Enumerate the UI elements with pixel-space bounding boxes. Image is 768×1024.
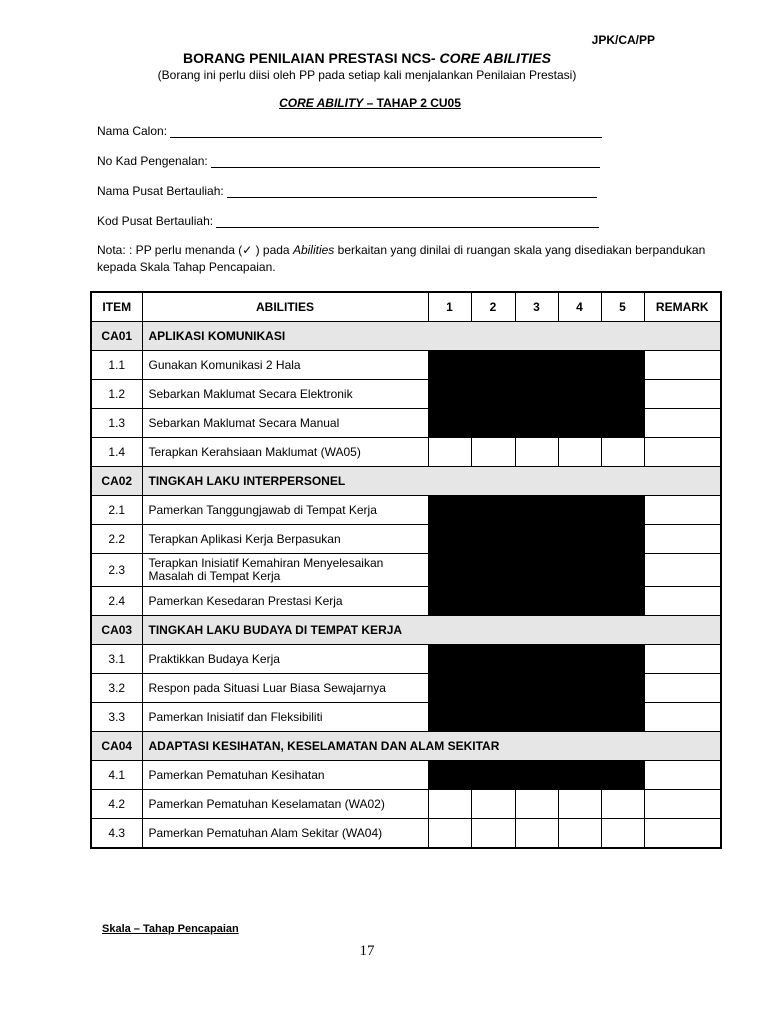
scale-cell-blocked	[428, 351, 471, 380]
scale-cell-4[interactable]	[558, 790, 601, 819]
scale-cell-2[interactable]	[471, 438, 515, 467]
scale-cell-blocked	[428, 645, 471, 674]
scale-cell-blocked	[515, 525, 558, 554]
header-remark: REMARK	[644, 292, 721, 322]
form-title	[0, 50, 734, 66]
ability-text: Sebarkan Maklumat Secara Manual	[142, 409, 428, 438]
scale-cell-blocked	[558, 645, 601, 674]
scale-cell-5[interactable]	[601, 438, 644, 467]
table-row	[91, 587, 721, 616]
remark-cell[interactable]	[644, 587, 721, 616]
header-abilities: ABILITIES	[142, 292, 428, 322]
level-heading-rest: – TAHAP 2 CU05	[363, 96, 461, 110]
table-row	[91, 525, 721, 554]
scale-cell-blocked	[515, 645, 558, 674]
section-name: TINGKAH LAKU INTERPERSONEL	[142, 467, 721, 496]
item-number: 3.2	[91, 674, 142, 703]
scale-cell-3[interactable]	[515, 438, 558, 467]
scale-cell-blocked	[558, 525, 601, 554]
scale-cell-blocked	[428, 525, 471, 554]
scale-cell-blocked	[471, 674, 515, 703]
ability-text: Gunakan Komunikasi 2 Hala	[142, 351, 428, 380]
item-number: 1.3	[91, 409, 142, 438]
table-row	[91, 351, 721, 380]
scale-cell-5[interactable]	[601, 819, 644, 849]
note-part1: Nota: : PP perlu menanda (✓ ) pada	[97, 243, 293, 257]
remark-cell[interactable]	[644, 438, 721, 467]
scale-cell-1[interactable]	[428, 438, 471, 467]
table-row	[91, 554, 721, 587]
scale-cell-blocked	[601, 674, 644, 703]
remark-cell[interactable]	[644, 380, 721, 409]
field-nama-pusat-bertauliah[interactable]	[97, 184, 597, 198]
table-row	[91, 790, 721, 819]
field-label: Nama Pusat Bertauliah:	[97, 184, 228, 198]
header-scale-4: 4	[558, 292, 601, 322]
scale-cell-blocked	[471, 761, 515, 790]
table-row	[91, 819, 721, 849]
remark-cell[interactable]	[644, 525, 721, 554]
item-number: 4.2	[91, 790, 142, 819]
scale-cell-blocked	[558, 380, 601, 409]
ability-text: Pamerkan Tanggungjawab di Tempat Kerja	[142, 496, 428, 525]
scale-cell-blocked	[558, 351, 601, 380]
scale-cell-blocked	[515, 761, 558, 790]
scale-cell-blocked	[558, 761, 601, 790]
section-row	[91, 616, 721, 645]
section-name: ADAPTASI KESIHATAN, KESELAMATAN DAN ALAM SEKITAR	[142, 732, 721, 761]
header-item: ITEM	[91, 292, 142, 322]
scale-cell-blocked	[515, 409, 558, 438]
note-part2: berkaitan yang dinilai di ruangan skala yang disediakan berpandukan kepada Skala Tahap Pencapaian.	[97, 243, 706, 274]
scale-cell-4[interactable]	[558, 438, 601, 467]
table-row	[91, 380, 721, 409]
item-number: 3.1	[91, 645, 142, 674]
header-scale-2: 2	[471, 292, 515, 322]
scale-cell-blocked	[601, 496, 644, 525]
scale-cell-blocked	[471, 525, 515, 554]
table-row	[91, 703, 721, 732]
remark-cell[interactable]	[644, 554, 721, 587]
ability-text: Pamerkan Kesedaran Prestasi Kerja	[142, 587, 428, 616]
remark-cell[interactable]	[644, 351, 721, 380]
scale-cell-blocked	[558, 496, 601, 525]
item-number: 1.2	[91, 380, 142, 409]
scale-cell-blocked	[558, 554, 601, 587]
table-row	[91, 438, 721, 467]
scale-cell-blocked	[601, 645, 644, 674]
field-no-kad-pengenalan[interactable]	[97, 154, 600, 168]
remark-cell[interactable]	[644, 790, 721, 819]
form-title-italic: CORE ABILITIES	[439, 50, 551, 66]
scale-cell-blocked	[601, 380, 644, 409]
level-heading	[0, 96, 740, 110]
scale-cell-blocked	[471, 351, 515, 380]
field-line[interactable]	[216, 215, 599, 228]
scale-cell-blocked	[558, 703, 601, 732]
form-code: JPK/CA/PP	[591, 33, 655, 47]
ability-text: Pamerkan Inisiatif dan Fleksibiliti	[142, 703, 428, 732]
item-number: 2.3	[91, 554, 142, 587]
item-number: 4.1	[91, 761, 142, 790]
assessment-table	[90, 291, 722, 849]
scale-cell-blocked	[428, 380, 471, 409]
scale-cell-blocked	[471, 587, 515, 616]
item-number: 1.4	[91, 438, 142, 467]
scale-cell-blocked	[428, 409, 471, 438]
section-code: CA03	[91, 616, 142, 645]
scale-cell-blocked	[515, 496, 558, 525]
scale-cell-blocked	[601, 703, 644, 732]
field-label: Nama Calon:	[97, 124, 171, 138]
section-code: CA01	[91, 322, 142, 351]
item-number: 2.1	[91, 496, 142, 525]
remark-cell[interactable]	[644, 645, 721, 674]
ability-text: Pamerkan Pematuhan Alam Sekitar (WA04)	[142, 819, 428, 849]
instruction-note	[97, 242, 742, 276]
scale-cell-4[interactable]	[558, 819, 601, 849]
scale-cell-2[interactable]	[471, 819, 515, 849]
scale-cell-blocked	[601, 351, 644, 380]
scale-cell-3[interactable]	[515, 790, 558, 819]
scale-cell-blocked	[428, 587, 471, 616]
scale-cell-blocked	[558, 674, 601, 703]
remark-cell[interactable]	[644, 819, 721, 849]
item-number: 4.3	[91, 819, 142, 849]
section-row	[91, 732, 721, 761]
ability-text: Terapkan Inisiatif Kemahiran Menyelesaikan Masalah di Tempat Kerja	[142, 554, 428, 587]
table-row	[91, 409, 721, 438]
scale-cell-blocked	[515, 703, 558, 732]
section-code: CA04	[91, 732, 142, 761]
scale-cell-blocked	[471, 380, 515, 409]
section-name: TINGKAH LAKU BUDAYA DI TEMPAT KERJA	[142, 616, 721, 645]
remark-cell[interactable]	[644, 761, 721, 790]
ability-text: Pamerkan Pematuhan Keselamatan (WA02)	[142, 790, 428, 819]
ability-text: Terapkan Aplikasi Kerja Berpasukan	[142, 525, 428, 554]
remark-cell[interactable]	[644, 674, 721, 703]
ability-text: Praktikkan Budaya Kerja	[142, 645, 428, 674]
scale-cell-blocked	[428, 496, 471, 525]
scale-cell-blocked	[428, 703, 471, 732]
item-number: 2.4	[91, 587, 142, 616]
scale-cell-blocked	[515, 674, 558, 703]
section-name: APLIKASI KOMUNIKASI	[142, 322, 721, 351]
header-scale-5: 5	[601, 292, 644, 322]
remark-cell[interactable]	[644, 496, 721, 525]
scale-cell-2[interactable]	[471, 790, 515, 819]
scale-cell-blocked	[515, 351, 558, 380]
section-code: CA02	[91, 467, 142, 496]
section-row	[91, 467, 721, 496]
table-row	[91, 496, 721, 525]
field-line[interactable]	[170, 125, 602, 138]
scale-cell-blocked	[558, 409, 601, 438]
scale-cell-3[interactable]	[515, 819, 558, 849]
item-number: 2.2	[91, 525, 142, 554]
field-line[interactable]	[211, 155, 600, 168]
scale-cell-blocked	[471, 409, 515, 438]
table-row	[91, 674, 721, 703]
scale-cell-blocked	[428, 761, 471, 790]
item-number: 1.1	[91, 351, 142, 380]
scale-cell-1[interactable]	[428, 790, 471, 819]
scale-cell-blocked	[471, 703, 515, 732]
ability-text: Sebarkan Maklumat Secara Elektronik	[142, 380, 428, 409]
scale-cell-blocked	[515, 554, 558, 587]
scale-cell-blocked	[601, 587, 644, 616]
field-nama-calon[interactable]	[97, 124, 602, 138]
item-number: 3.3	[91, 703, 142, 732]
table-header-row	[91, 292, 721, 322]
scale-cell-blocked	[601, 409, 644, 438]
scale-cell-1[interactable]	[428, 819, 471, 849]
scale-cell-blocked	[428, 554, 471, 587]
header-scale-3: 3	[515, 292, 558, 322]
form-title-main: BORANG PENILAIAN PRESTASI NCS-	[183, 50, 440, 66]
scale-cell-blocked	[515, 380, 558, 409]
section-row	[91, 322, 721, 351]
remark-cell[interactable]	[644, 703, 721, 732]
table-row	[91, 645, 721, 674]
note-italic: Abilities	[292, 243, 335, 257]
ability-text: Pamerkan Pematuhan Kesihatan	[142, 761, 428, 790]
scale-cell-5[interactable]	[601, 790, 644, 819]
scale-cell-blocked	[558, 587, 601, 616]
scale-cell-blocked	[601, 554, 644, 587]
scale-cell-blocked	[428, 674, 471, 703]
header-scale-1: 1	[428, 292, 471, 322]
scale-cell-blocked	[601, 525, 644, 554]
field-kod-pusat-bertauliah[interactable]	[97, 214, 599, 228]
ability-text: Terapkan Kerahsiaan Maklumat (WA05)	[142, 438, 428, 467]
scale-cell-blocked	[471, 645, 515, 674]
ability-text: Respon pada Situasi Luar Biasa Sewajarnya	[142, 674, 428, 703]
scale-heading: Skala – Tahap Pencapaian	[102, 923, 239, 935]
remark-cell[interactable]	[644, 409, 721, 438]
level-heading-italic: CORE ABILITY	[279, 96, 364, 110]
scale-cell-blocked	[471, 554, 515, 587]
table-row	[91, 761, 721, 790]
scale-cell-blocked	[515, 587, 558, 616]
field-label: No Kad Pengenalan:	[97, 154, 212, 168]
scale-cell-blocked	[471, 496, 515, 525]
page-number: 17	[359, 943, 375, 959]
scale-cell-blocked	[601, 761, 644, 790]
field-label: Kod Pusat Bertauliah:	[97, 214, 217, 228]
field-line[interactable]	[227, 185, 597, 198]
form-subtitle: (Borang ini perlu diisi oleh PP pada setiap kali menjalankan Penilaian Prestasi)	[157, 68, 577, 82]
